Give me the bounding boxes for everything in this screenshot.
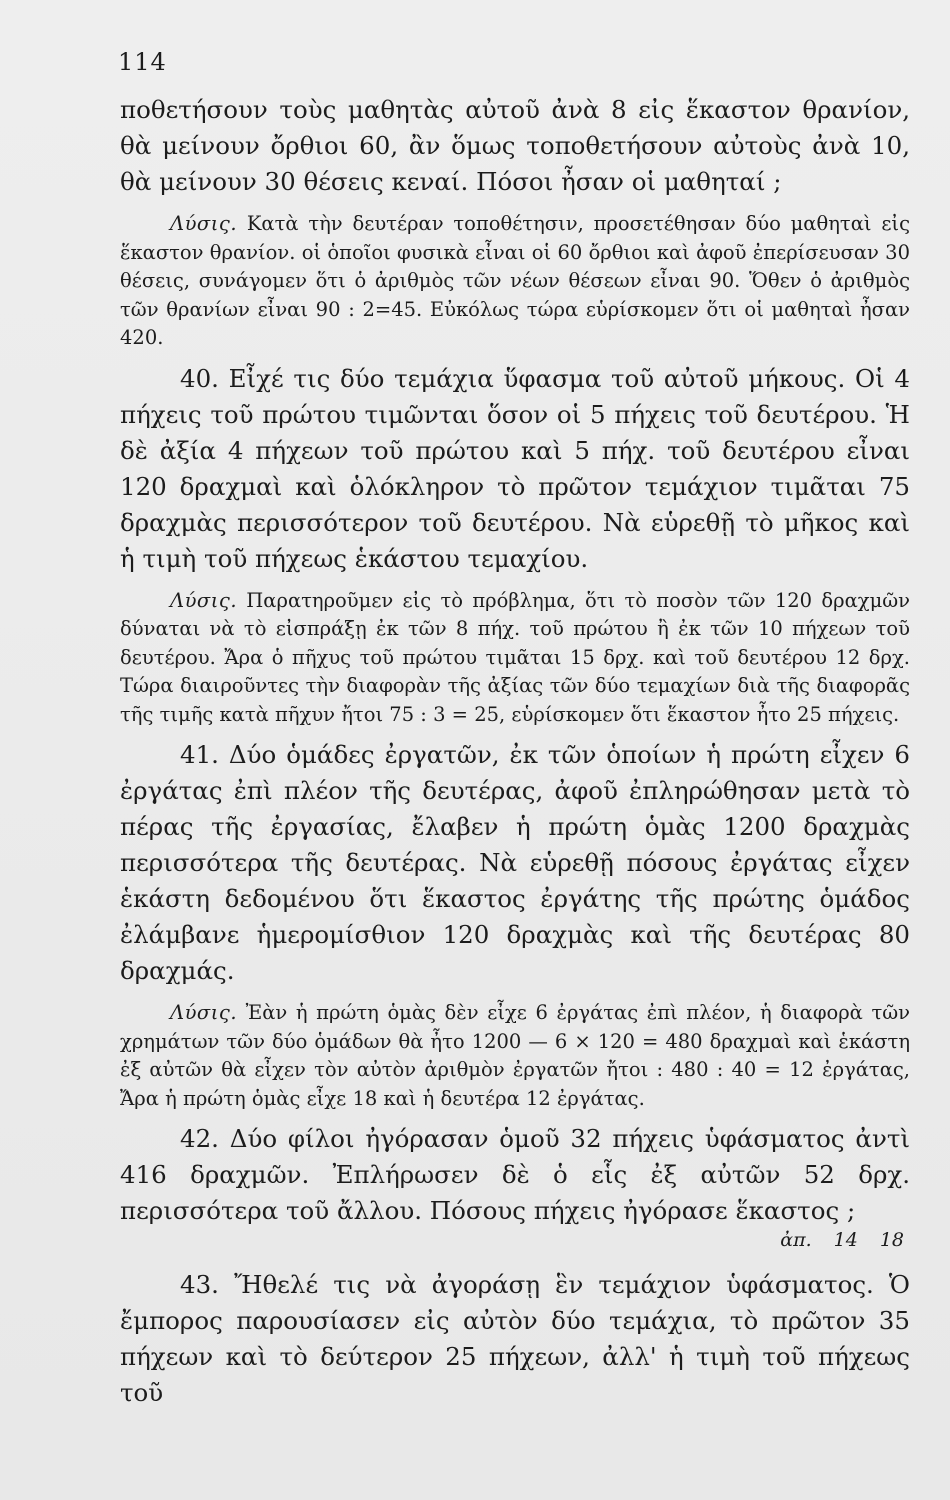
answer-value-1: 14 [833, 1229, 858, 1251]
solution-text: Παρατηροῦμεν εἰς τὸ πρόβλημα, ὅτι τὸ ποσὸν τῶν 120 δραχμῶν δύναται νὰ τὸ εἰσπράξῃ ἐκ τῶν 8 πήχ. τοῦ πρώτου ἢ ἐκ τῶν 10 πήχεων τοῦ δευτέρου. Ἄρα ὁ πῆχυς τοῦ πρώτου τιμᾶται 15 δρχ. καὶ τοῦ δευτέρου 12 δρχ. Τώρα διαιροῦντες τὴν διαφορὰν τῆς ἀξίας τῶν δύο τεμαχίων διὰ τῆς διαφορᾶς τῆς τιμῆς κατὰ πῆχυν ἤτοι 75 : 3 = 25, εὑρίσκομεν ὅτι ἕκαστον ἦτο 25 πήχεις. [120, 588, 910, 726]
problem-42: 42. Δύο φίλοι ἠγόρασαν ὁμοῦ 32 πήχεις ὑφάσματος ἀντὶ 416 δραχμῶν. Ἐπλήρωσεν δὲ ὁ εἷς ἐξ αὐτῶν 52 δρχ. περισσότερα τοῦ ἄλλου. Πόσους πήχεις ἠγόρασε ἕκαστος ; [120, 1124, 910, 1225]
solution-label: Λύσις. [170, 1001, 238, 1024]
solution-39 [120, 210, 910, 353]
answer-label: ἀπ. [780, 1229, 812, 1251]
problem-41: 41. Δύο ὁμάδες ἐργατῶν, ἐκ τῶν ὁποίων ἡ πρώτη εἶχεν 6 ἐργάτας ἐπὶ πλέον τῆς δευτέρας, ἀφοῦ ἐπληρώθησαν μετὰ τὸ πέρας τῆς ἐργασίας, ἔλαβεν ἡ πρώτη ὁμὰς 1200 δραχμὰς περισσότερα τῆς δευτέρας. Νὰ εὑρεθῇ πόσους ἐργάτας εἶχεν ἑκάστη δεδομένου ὅτι ἕκαστος ἐργάτης τῆς πρώτης ὁμάδος ἐλάμβανε ἡμερομίσθιον 120 δραχμὰς καὶ τῆς δευτέρας 80 δραχμάς. [120, 740, 910, 985]
page-text [120, 92, 910, 1411]
answer-42 [120, 1227, 910, 1253]
answer-value-2: 18 [879, 1229, 904, 1251]
solution-text: Ἐὰν ἡ πρώτη ὁμὰς δὲν εἶχε 6 ἐργάτας ἐπὶ πλέον, ἡ διαφορὰ τῶν χρημάτων τῶν δύο ὁμάδων θὰ ἦτο 1200 — 6 × 120 = 480 δραχμαὶ καὶ ἑκάστη ἐξ αὐτῶν θὰ εἶχεν τὸν αὐτὸν ἀριθμὸν ἐργατῶν ἤτοι : 480 : 40 = 12 ἐργάτας, Ἄρα ἡ πρώτη ὁμὰς εἶχε 18 καὶ ἡ δευτέρα 12 ἐργάτας. [120, 1001, 910, 1110]
solution-label: Λύσις. [170, 212, 238, 235]
solution-text: Κατὰ τὴν δευτέραν τοποθέτησιν, προσετέθησαν δύο μαθηταὶ εἰς ἕκαστον θρανίον. οἱ ὁποῖοι φυσικὰ εἶναι οἱ 60 ὄρθιοι καὶ ἀφοῦ ἐπερίσευσαν 30 θέσεις, συνάγομεν ὅτι ὁ ἀριθμὸς τῶν νέων θέσεων εἶναι 90. Ὅθεν ὁ ἀριθμὸς τῶν θρανίων εἶναι 90 : 2=45. Εὐκόλως τώρα εὑρίσκομεν ὅτι οἱ μαθηταὶ ἦσαν 420. [120, 212, 910, 349]
paragraph-continuation: ποθετήσουν τοὺς μαθητὰς αὐτοῦ ἀνὰ 8 εἰς ἕκαστον θρανίον, θὰ μείνουν ὄρθιοι 60, ἂν ὅμως τοποθετήσουν αὐτοὺς ἀνὰ 10, θὰ μείνουν 30 θέσεις κεναί. Πόσοι ἦσαν οἱ μαθηταί ; [120, 95, 910, 196]
problem-43: 43. Ἤθελέ τις νὰ ἀγοράσῃ ἓν τεμάχιον ὑφάσματος. Ὁ ἔμπορος παρουσίασεν εἰς αὐτὸν δύο τεμάχια, τὸ πρῶτον 35 πήχεων καὶ τὸ δεύτερον 25 πήχεων, ἀλλ' ἡ τιμὴ τοῦ πήχεως τοῦ [120, 1270, 910, 1407]
solution-41 [120, 999, 910, 1113]
page-number: 114 [118, 48, 167, 76]
solution-40 [120, 587, 910, 730]
problem-40: 40. Εἶχέ τις δύο τεμάχια ὕφασμα τοῦ αὐτοῦ μήκους. Οἱ 4 πήχεις τοῦ πρώτου τιμῶνται ὅσον οἱ 5 πήχεις τοῦ δευτέρου. Ἡ δὲ ἀξία 4 πήχεων τοῦ πρώτου καὶ 5 πήχ. τοῦ δευτέρου εἶναι 120 δραχμαὶ καὶ ὁλόκληρον τὸ πρῶτον τεμάχιον τιμᾶται 75 δραχμὰς περισσότερον τοῦ δευτέρου. Νὰ εὑρεθῇ τὸ μῆκος καὶ ἡ τιμὴ τοῦ πήχεως ἑκάστου τεμαχίου. [120, 363, 910, 573]
solution-label: Λύσις. [170, 588, 238, 612]
